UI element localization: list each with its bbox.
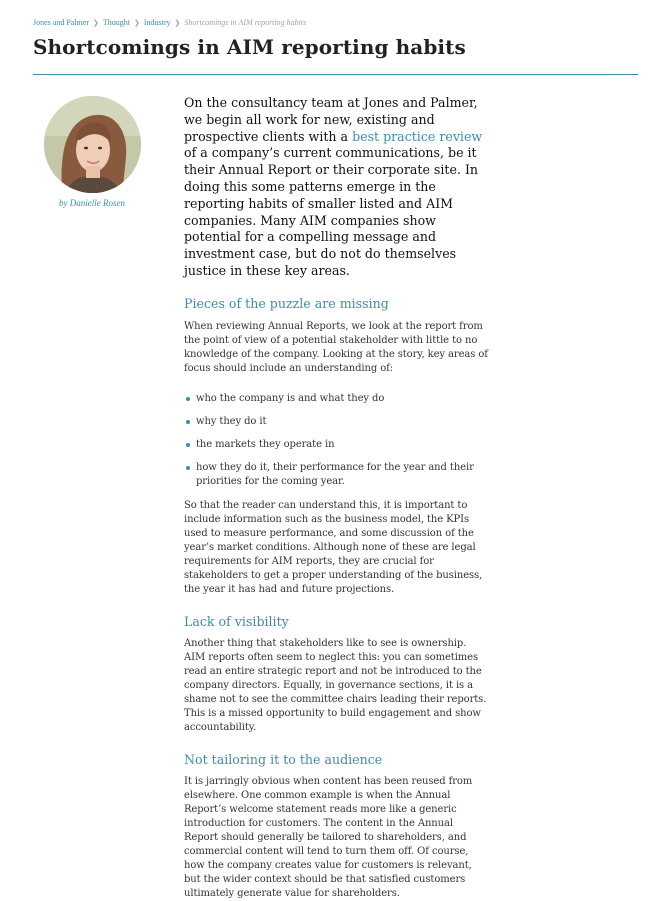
breadcrumb-link-home[interactable]: Jones and Palmer [33, 18, 89, 27]
author-portrait-icon [44, 96, 141, 193]
focus-list [184, 392, 489, 489]
intro-text-end: of a company’s current communications, be it their Annual Report or their corporate site. In doing this some patterns emerge in the reporting habits of smaller listed and AIM companies. Many AIM companies show potential for a compelling message and investment case, but do not do themselves justice in these key areas. [184, 145, 479, 278]
article-body [184, 95, 489, 901]
page-title: Shortcomings in AIM reporting habits [33, 35, 466, 59]
chevron-right-icon: ❯ [133, 19, 140, 27]
list-item: who the company is and what they do [184, 392, 489, 406]
author-avatar [44, 96, 141, 193]
breadcrumb-current: Shortcomings in AIM reporting habits [184, 18, 307, 27]
section-heading: Lack of visibility [184, 613, 289, 629]
section-heading: Pieces of the puzzle are missing [184, 295, 389, 311]
title-divider [33, 74, 638, 75]
breadcrumb-link-thought[interactable]: Thought [102, 18, 130, 27]
breadcrumb [33, 17, 306, 29]
list-item: how they do it, their performance for the year and their priorities for the coming year. [184, 461, 489, 489]
author-byline: by Danielle Rosen [59, 198, 125, 208]
list-item: why they do it [184, 415, 489, 429]
section-paragraph: It is jarringly obvious when content has been reused from elsewhere. One common example is when the Annual Report’s welcome statement reads more like a generic introduction for customers. The content in the Annual Report should generally be tailored to shareholders, and commercial content will tend to turn them off. Of course, how the company creates value for customers is relevant, but the wider context should be that satisfied customers ultimately generate value for shareholders. [184, 775, 473, 899]
section-paragraph: When reviewing Annual Reports, we look at the report from the point of view of a potential stakeholder with little to no knowledge of the company. Looking at the story, key areas of focus should include an understanding of: [184, 320, 488, 374]
chevron-right-icon: ❯ [93, 19, 99, 27]
breadcrumb-link-industry[interactable]: Industry [143, 18, 171, 27]
section-heading: Not tailoring it to the audience [184, 751, 383, 767]
section-paragraph: Another thing that stakeholders like to see is ownership. AIM reports often seem to neglect this: you can sometimes read an entire strategic report and not be introduced to the company directors. Equally, in governance sections, it is a shame not to see the committee chairs leading their reports. This is a missed opportunity to build engagement and show accountability. [184, 637, 487, 733]
chevron-right-icon: ❯ [174, 19, 181, 27]
list-item: the markets they operate in [184, 438, 489, 452]
section-paragraph: So that the reader can understand this, it is important to include information such as the business model, the KPIs used to measure performance, and some discussion of the year’s market conditions. Although none of these are legal requirements for AIM reports, they are crucial for stakeholders to get a proper understanding of the business, the year it has had and future projections. [184, 499, 483, 595]
best-practice-review-link[interactable]: best practice review [352, 128, 483, 144]
intro-paragraph [184, 95, 489, 280]
intro-text-start: On the consultancy team at Jones and Palmer, we begin all work for new, existing and prospective clients with a [184, 95, 478, 144]
